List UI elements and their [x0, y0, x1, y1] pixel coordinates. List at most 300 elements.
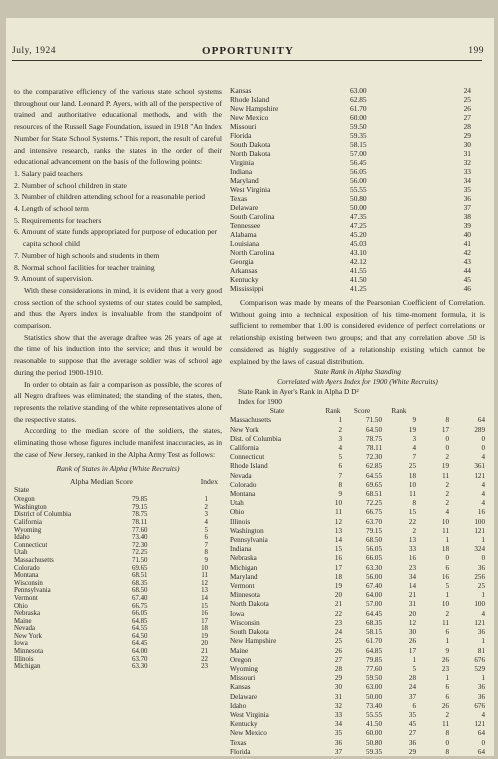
- index-cell: 7: [204, 541, 208, 549]
- table-row: [230, 573, 485, 582]
- alpha-rank-cell: 37: [408, 692, 416, 701]
- d-cell: 18: [441, 545, 449, 554]
- d-squared-cell: 121: [474, 720, 485, 729]
- state-cell: Connecticut: [14, 541, 48, 549]
- score-cell: 64.00: [366, 591, 382, 600]
- score-cell: 78.11: [132, 518, 148, 526]
- state-cell: Nebraska: [14, 610, 41, 618]
- score-cell: 78.75: [366, 434, 382, 443]
- state-cell: Kentucky: [230, 275, 259, 284]
- state-cell: New Mexico: [230, 729, 267, 738]
- state-cell: New York: [230, 425, 259, 434]
- score-cell: 62.85: [366, 462, 382, 471]
- table-row: [230, 284, 485, 293]
- score-cell: 79.85: [366, 655, 382, 664]
- d-squared-cell: 4: [481, 710, 485, 719]
- state-cell: Wyoming: [230, 664, 258, 673]
- state-cell: Rhode Island: [230, 95, 270, 104]
- score-cell: 66.05: [132, 610, 148, 618]
- score-cell: 41.50: [366, 720, 382, 729]
- table-row: [230, 600, 485, 609]
- table-row: [230, 683, 485, 692]
- index-cell: 26: [463, 104, 471, 113]
- table-row: [14, 527, 222, 535]
- index-cell: 15: [201, 602, 208, 610]
- state-cell: Oregon: [230, 655, 252, 664]
- alpha-rank-cell: 26: [408, 637, 416, 646]
- table-row: [230, 472, 485, 481]
- index-cell: 17: [201, 617, 208, 625]
- state-cell: Indiana: [230, 545, 252, 554]
- state-cell: Pennsylvania: [230, 536, 268, 545]
- table-row: [14, 496, 222, 504]
- table2-caption: State Rank in Ayer's Rank in Alpha D D²: [238, 387, 359, 397]
- index-cell: 39: [463, 221, 471, 230]
- index-cell: 23: [201, 663, 208, 671]
- table-row: [14, 519, 222, 527]
- paragraph: In order to obtain as fair a comparison as possible, the scores of all Negro draftees was eliminated; the standing of the states, then, represents the relative standing of the white representatives alone of the respective states.: [14, 379, 222, 424]
- table-row: [230, 739, 485, 748]
- paragraph: With these considerations in mind, it is evident that a very good cross section of the school systems of our states could be sampled, and thus the Ayers index is invaluable from the standpoint of comparison.: [14, 285, 222, 331]
- table-row: [230, 140, 485, 149]
- score-cell: 50.00: [350, 203, 367, 212]
- alpha-rank-cell: 1: [412, 655, 416, 664]
- d-cell: 6: [445, 683, 449, 692]
- alpha-rank-cell: 5: [412, 664, 416, 673]
- d-squared-cell: 81: [477, 646, 485, 655]
- score-cell: 73.40: [366, 701, 382, 710]
- table-row: [230, 637, 485, 646]
- alpha-rank-cell: 22: [408, 517, 416, 526]
- index-cell: 10: [201, 564, 208, 572]
- point-item: 5. Requirements for teachers: [14, 215, 102, 225]
- ayers-rank-cell: 16: [334, 554, 342, 563]
- state-cell: Maryland: [230, 572, 258, 581]
- score-cell: 71.50: [366, 416, 382, 425]
- ayers-rank-cell: 32: [334, 701, 342, 710]
- score-cell: 64.45: [366, 609, 382, 618]
- state-cell: Alabama: [230, 230, 257, 239]
- score-cell: 79.15: [366, 526, 382, 535]
- alpha-rank-cell: 34: [408, 572, 416, 581]
- d-squared-cell: 4: [481, 480, 485, 489]
- table-row: [14, 603, 222, 611]
- paragraph: According to the median score of the soldiers, the states, eliminating those whose figures include manifest inaccuracies, as in the case of New Jersey, ranked in the Alpha Army Test as follows:: [14, 426, 222, 459]
- state-cell: Florida: [230, 747, 251, 756]
- d-cell: 0: [445, 434, 449, 443]
- state-cell: Iowa: [230, 609, 245, 618]
- index-cell: 31: [463, 149, 471, 158]
- table-row: [230, 149, 485, 158]
- d-cell: 1: [445, 637, 449, 646]
- ayers-rank-cell: 14: [334, 536, 342, 545]
- d-squared-cell: 36: [477, 683, 485, 692]
- state-cell: Massachusetts: [230, 416, 271, 425]
- column-header-rank: Rank: [325, 407, 341, 416]
- index-cell: 46: [463, 284, 471, 293]
- score-cell: 41.50: [350, 275, 367, 284]
- score-cell: 56.05: [366, 545, 382, 554]
- table-row: [14, 625, 222, 633]
- state-cell: Wyoming: [14, 526, 42, 534]
- state-cell: Wisconsin: [230, 618, 260, 627]
- score-cell: 71.50: [132, 556, 148, 564]
- score-cell: 43.10: [350, 248, 367, 257]
- state-cell: Florida: [230, 131, 252, 140]
- alpha-rank-cell: 3: [412, 434, 416, 443]
- state-cell: Iowa: [14, 640, 28, 648]
- score-cell: 64.85: [366, 646, 382, 655]
- ayers-rank-cell: 33: [334, 710, 342, 719]
- alpha-rank-cell: 15: [408, 508, 416, 517]
- alpha-rank-cell: 36: [408, 738, 416, 747]
- state-cell: Wisconsin: [14, 579, 43, 587]
- score-cell: 63.30: [132, 663, 148, 671]
- d-cell: 2: [445, 710, 449, 719]
- state-cell: Minnesota: [14, 648, 44, 656]
- point-item: 9. Amount of supervision.: [14, 274, 94, 284]
- score-cell: 59.35: [350, 131, 367, 140]
- score-cell: 64.00: [132, 648, 148, 656]
- index-cell: 4: [204, 518, 208, 526]
- index-cell: 12: [201, 579, 208, 587]
- table-header: [14, 474, 222, 496]
- d-squared-cell: 1: [481, 536, 485, 545]
- index-cell: 30: [463, 140, 471, 149]
- alpha-rank-cell: 12: [408, 618, 416, 627]
- paragraph: Statistics show that the average draftee was 26 years of age at the time of his induction into the service; and thus it would be reasonable to suppose that the average soldier was of school age during the period 1900-1910.: [14, 332, 222, 377]
- state-cell: Pennsylvania: [14, 587, 51, 595]
- score-cell: 63.70: [366, 517, 382, 526]
- d-cell: 11: [442, 618, 449, 627]
- state-cell: Idaho: [230, 701, 247, 710]
- index-cell: 13: [201, 587, 208, 595]
- table-row: [230, 536, 485, 545]
- d-squared-cell: 1: [481, 674, 485, 683]
- index-cell: 6: [204, 534, 208, 542]
- state-cell: Mississippi: [230, 284, 264, 293]
- page-number: 199: [468, 46, 484, 56]
- table-row: [14, 610, 222, 618]
- state-cell: North Dakota: [230, 600, 269, 609]
- state-cell: Utah: [14, 549, 28, 557]
- table-row: [230, 113, 485, 122]
- d-cell: 6: [445, 628, 449, 637]
- index-cell: 40: [463, 230, 471, 239]
- state-cell: Vermont: [230, 582, 255, 591]
- alpha-rank-cell: 13: [408, 536, 416, 545]
- state-cell: Vermont: [14, 594, 38, 602]
- column-header-index: Index: [200, 477, 218, 487]
- state-cell: Texas: [230, 738, 247, 747]
- d-squared-cell: 4: [481, 609, 485, 618]
- score-cell: 64.55: [366, 471, 382, 480]
- table-row: [230, 748, 485, 757]
- score-cell: 64.55: [132, 625, 148, 633]
- ayers-rank-cell: 29: [334, 674, 342, 683]
- d-squared-cell: 4: [481, 453, 485, 462]
- table-row: [14, 511, 222, 519]
- point-item: 6. Amount of state funds appropriated for purpose of education per capita school child: [14, 227, 218, 249]
- index-cell: 42: [463, 248, 471, 257]
- index-cell: 33: [463, 167, 471, 176]
- alpha-rank-cell: 6: [412, 701, 416, 710]
- state-cell: Texas: [230, 194, 248, 203]
- alpha-rank-cell: 27: [408, 729, 416, 738]
- ayers-rank-cell: 11: [335, 508, 342, 517]
- ayers-rank-cell: 30: [334, 683, 342, 692]
- d-squared-cell: 1: [481, 637, 485, 646]
- d-squared-cell: 25: [477, 582, 485, 591]
- table-row: [14, 640, 222, 648]
- alpha-rank-cell: 35: [408, 710, 416, 719]
- column-header-state: State: [14, 485, 30, 495]
- table-row: [14, 504, 222, 512]
- point-item: 2. Number of school children in state: [14, 180, 127, 190]
- index-cell: 28: [463, 122, 471, 131]
- header-date: July, 1924: [12, 46, 56, 56]
- score-cell: 55.55: [350, 185, 367, 194]
- table-row: [230, 194, 485, 203]
- alpha-rank-cell: 8: [412, 499, 416, 508]
- left-column: [14, 86, 222, 671]
- state-cell: Idaho: [14, 534, 30, 542]
- d-squared-cell: 36: [477, 692, 485, 701]
- score-cell: 58.15: [366, 628, 382, 637]
- score-cell: 72.25: [132, 549, 148, 557]
- d-cell: 2: [445, 499, 449, 508]
- ayers-rank-cell: 26: [334, 646, 342, 655]
- table-row: [230, 554, 485, 563]
- table-row: [14, 557, 222, 565]
- table-row: [14, 580, 222, 588]
- table-row: [230, 167, 485, 176]
- alpha-rank-cell: 16: [408, 554, 416, 563]
- d-cell: 19: [441, 462, 449, 471]
- score-cell: 59.35: [366, 747, 382, 756]
- state-cell: Minnesota: [230, 591, 260, 600]
- table-row: [230, 729, 485, 738]
- score-cell: 69.65: [366, 480, 382, 489]
- d-squared-cell: 121: [474, 526, 485, 535]
- score-cell: 57.00: [350, 149, 367, 158]
- state-cell: Illinois: [14, 655, 34, 663]
- index-cell: 27: [463, 113, 471, 122]
- table-row: [230, 711, 485, 720]
- state-cell: California: [230, 444, 259, 453]
- state-cell: Nebraska: [230, 554, 257, 563]
- d-cell: 11: [442, 471, 449, 480]
- state-cell: New York: [14, 632, 42, 640]
- table2-title: State Rank in Alpha Standing: [314, 367, 401, 377]
- score-cell: 45.03: [350, 239, 367, 248]
- table-row: [230, 230, 485, 239]
- table-row: [14, 565, 222, 573]
- state-cell: Colorado: [230, 480, 257, 489]
- table-row: [230, 239, 485, 248]
- state-cell: District of Columbia: [14, 511, 72, 519]
- state-cell: New Mexico: [230, 113, 269, 122]
- d-cell: 16: [441, 572, 449, 581]
- ayers-rank-cell: 1: [338, 416, 342, 425]
- state-cell: Maine: [14, 617, 32, 625]
- ayers-rank-cell: 7: [338, 471, 342, 480]
- alpha-rank-cell: 17: [408, 646, 416, 655]
- state-cell: Michigan: [14, 663, 41, 671]
- index-cell: 43: [463, 257, 471, 266]
- alpha-rank-cell: 45: [408, 720, 416, 729]
- table-row: [230, 481, 485, 490]
- table2-caption: Index for 1900: [238, 397, 282, 407]
- state-cell: West Virginia: [230, 185, 271, 194]
- state-cell: Dist. of Columbia: [230, 434, 282, 443]
- table-row: [230, 702, 485, 711]
- alpha-rank-table: [14, 496, 222, 671]
- alpha-rank-cell: 9: [412, 416, 416, 425]
- ayers-rank-cell: 21: [334, 600, 342, 609]
- score-cell: 78.11: [366, 444, 382, 453]
- alpha-rank-cell: 24: [408, 683, 416, 692]
- index-cell: 14: [201, 594, 208, 602]
- state-cell: Washington: [230, 526, 264, 535]
- table-row: [230, 453, 485, 462]
- d-cell: 9: [445, 646, 449, 655]
- alpha-rank-cell: 4: [412, 444, 416, 453]
- score-cell: 56.00: [350, 176, 367, 185]
- d-squared-cell: 256: [474, 572, 485, 581]
- score-cell: 64.50: [366, 425, 382, 434]
- score-cell: 50.80: [366, 738, 382, 747]
- state-cell: Colorado: [14, 564, 40, 572]
- d-squared-cell: 361: [474, 462, 485, 471]
- table-row: [230, 647, 485, 656]
- score-cell: 42.12: [350, 257, 367, 266]
- point-item: 8. Normal school facilities for teacher training: [14, 262, 155, 272]
- d-cell: 1: [445, 536, 449, 545]
- ayers-rank-cell: 34: [334, 720, 342, 729]
- state-cell: South Carolina: [230, 212, 275, 221]
- d-cell: 8: [445, 416, 449, 425]
- alpha-rank-table-continued: [230, 86, 485, 293]
- table-row: [230, 275, 485, 284]
- point-item: 1. Salary paid teachers: [14, 168, 83, 178]
- ayers-rank-cell: 27: [334, 655, 342, 664]
- table-row: [230, 628, 485, 637]
- state-cell: Kansas: [230, 86, 252, 95]
- point-item: 4. Length of school term: [14, 204, 89, 214]
- alpha-rank-cell: 25: [408, 462, 416, 471]
- state-cell: Missouri: [230, 122, 257, 131]
- d-cell: 10: [441, 517, 449, 526]
- state-cell: Oregon: [14, 496, 35, 504]
- d-cell: 10: [441, 600, 449, 609]
- index-cell: 45: [463, 275, 471, 284]
- table-row: [14, 633, 222, 641]
- state-cell: Arkansas: [230, 266, 258, 275]
- alpha-rank-cell: 11: [409, 490, 416, 499]
- score-cell: 56.05: [350, 167, 367, 176]
- score-cell: 73.40: [132, 534, 148, 542]
- score-cell: 66.75: [132, 602, 148, 610]
- d-cell: 11: [442, 526, 449, 535]
- correlation-table: [230, 407, 485, 757]
- d-squared-cell: 0: [481, 444, 485, 453]
- state-cell: Delaware: [230, 203, 259, 212]
- d-cell: 0: [445, 554, 449, 563]
- state-cell: Montana: [230, 490, 256, 499]
- alpha-rank-cell: 2: [412, 526, 416, 535]
- alpha-rank-cell: 10: [408, 480, 416, 489]
- column-header-score: Alpha Median Score: [70, 477, 133, 487]
- table-row: [14, 618, 222, 626]
- index-cell: 37: [463, 203, 471, 212]
- d-squared-cell: 676: [474, 701, 485, 710]
- ayers-rank-cell: 37: [334, 747, 342, 756]
- table-row: [230, 582, 485, 591]
- header-title: OPPORTUNITY: [202, 45, 294, 57]
- header-rule: [12, 60, 482, 61]
- score-cell: 50.00: [366, 692, 382, 701]
- state-cell: Kentucky: [230, 720, 258, 729]
- score-cell: 60.00: [366, 729, 382, 738]
- table-row: [230, 257, 485, 266]
- ayers-rank-cell: 18: [334, 572, 342, 581]
- state-cell: Maine: [230, 646, 249, 655]
- d-squared-cell: 324: [474, 545, 485, 554]
- score-cell: 79.85: [132, 496, 148, 504]
- table-row: [230, 619, 485, 628]
- table2-subtitle: Correlated with Ayers Index for 1900 (White Recruits): [277, 377, 438, 387]
- table-row: [230, 518, 485, 527]
- index-cell: 44: [463, 266, 471, 275]
- d-cell: 8: [445, 729, 449, 738]
- state-cell: Rhode Island: [230, 462, 268, 471]
- index-cell: 22: [201, 655, 208, 663]
- alpha-rank-cell: 23: [408, 563, 416, 572]
- index-cell: 36: [463, 194, 471, 203]
- index-cell: 38: [463, 212, 471, 221]
- table-row: [230, 212, 485, 221]
- ayers-rank-cell: 12: [334, 517, 342, 526]
- score-cell: 63.30: [366, 563, 382, 572]
- ayers-rank-cell: 31: [334, 692, 342, 701]
- d-squared-cell: 64: [477, 416, 485, 425]
- state-cell: Nevada: [14, 625, 36, 633]
- index-cell: 32: [463, 158, 471, 167]
- score-cell: 77.60: [132, 526, 148, 534]
- d-squared-cell: 36: [477, 563, 485, 572]
- table-row: [230, 545, 485, 554]
- ayers-rank-cell: 3: [338, 434, 342, 443]
- table-row: [230, 86, 485, 95]
- table-row: [230, 203, 485, 212]
- d-squared-cell: 1: [481, 591, 485, 600]
- state-cell: Missouri: [230, 674, 256, 683]
- ayers-rank-cell: 28: [334, 664, 342, 673]
- state-cell: New Hampshire: [230, 637, 277, 646]
- score-cell: 58.15: [350, 140, 367, 149]
- d-squared-cell: 529: [474, 664, 485, 673]
- ayers-rank-cell: 5: [338, 453, 342, 462]
- table-row: [14, 534, 222, 542]
- state-cell: Montana: [14, 572, 39, 580]
- d-squared-cell: 121: [474, 618, 485, 627]
- ayers-rank-cell: 15: [334, 545, 342, 554]
- table-row: [230, 185, 485, 194]
- d-squared-cell: 36: [477, 628, 485, 637]
- score-cell: 68.50: [366, 536, 382, 545]
- index-cell: 8: [204, 549, 208, 557]
